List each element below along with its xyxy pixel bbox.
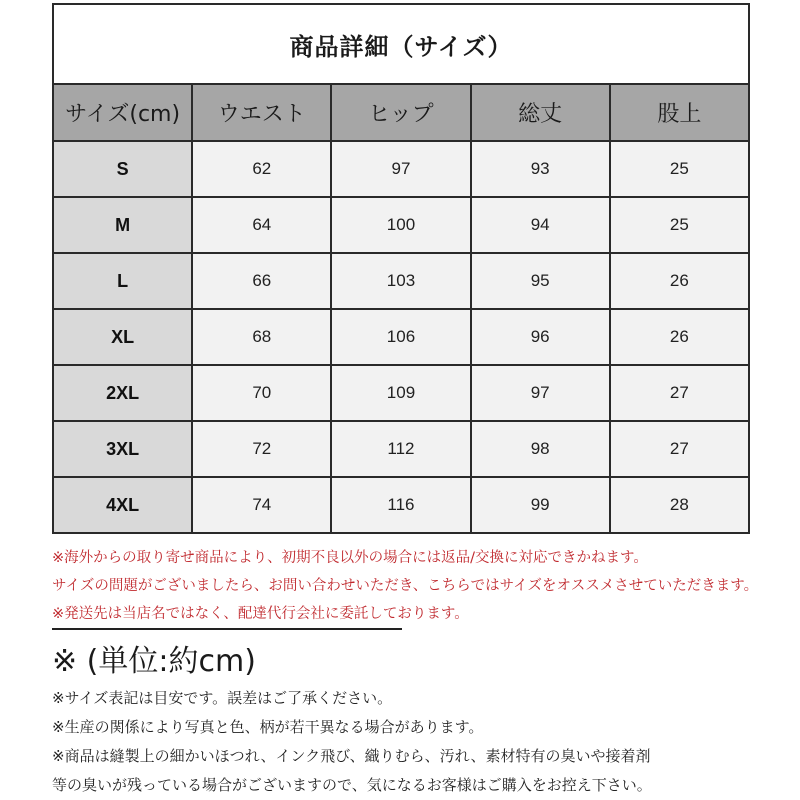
size-label: XL bbox=[53, 309, 192, 365]
size-label: S bbox=[53, 141, 192, 197]
hip-value: 103 bbox=[331, 253, 470, 309]
waist-value: 72 bbox=[192, 421, 331, 477]
waist-value: 62 bbox=[192, 141, 331, 197]
size-label: 2XL bbox=[53, 365, 192, 421]
waist-value: 74 bbox=[192, 477, 331, 533]
size-label: 4XL bbox=[53, 477, 192, 533]
return-policy-notes bbox=[52, 544, 772, 628]
length-value: 95 bbox=[471, 253, 610, 309]
header-rise: 股上 bbox=[610, 84, 749, 141]
table-row bbox=[53, 309, 749, 365]
length-value: 94 bbox=[471, 197, 610, 253]
table-row bbox=[53, 421, 749, 477]
waist-value: 66 bbox=[192, 253, 331, 309]
product-notes bbox=[52, 684, 792, 800]
length-value: 96 bbox=[471, 309, 610, 365]
table-row bbox=[53, 365, 749, 421]
size-label: 3XL bbox=[53, 421, 192, 477]
hip-value: 109 bbox=[331, 365, 470, 421]
rise-value: 28 bbox=[610, 477, 749, 533]
note-line: ※サイズ表記は目安です。誤差はご了承ください。 bbox=[52, 689, 393, 707]
hip-value: 116 bbox=[331, 477, 470, 533]
hip-value: 97 bbox=[331, 141, 470, 197]
header-size: サイズ(cm) bbox=[53, 84, 192, 141]
waist-value: 70 bbox=[192, 365, 331, 421]
unit-label: ※ (単位:約cm) bbox=[52, 644, 256, 679]
hip-value: 112 bbox=[331, 421, 470, 477]
length-value: 98 bbox=[471, 421, 610, 477]
size-label: M bbox=[53, 197, 192, 253]
red-note: サイズの問題がございましたら、お問い合わせいただき、こちらではサイズをオススメさせていただきます。 bbox=[52, 578, 759, 594]
rise-value: 27 bbox=[610, 365, 749, 421]
rise-value: 25 bbox=[610, 197, 749, 253]
header-waist: ウエスト bbox=[192, 84, 331, 141]
length-value: 97 bbox=[471, 365, 610, 421]
header-row bbox=[53, 84, 749, 141]
waist-value: 64 bbox=[192, 197, 331, 253]
hip-value: 100 bbox=[331, 197, 470, 253]
rise-value: 26 bbox=[610, 253, 749, 309]
rise-value: 26 bbox=[610, 309, 749, 365]
note-line: ※生産の関係により写真と色、柄が若干異なる場合があります。 bbox=[52, 718, 484, 736]
table-row bbox=[53, 253, 749, 309]
note-line: 等の臭いが残っている場合がございますので、気になるお客様はご購入をお控え下さい。 bbox=[52, 776, 652, 794]
table-row bbox=[53, 197, 749, 253]
header-hip: ヒップ bbox=[331, 84, 470, 141]
length-value: 99 bbox=[471, 477, 610, 533]
note-line: ※商品は縫製上の細かいほつれ、インク飛び、織りむら、汚れ、素材特有の臭いや接着剤 bbox=[52, 747, 651, 765]
rise-value: 27 bbox=[610, 421, 749, 477]
size-chart-table bbox=[52, 3, 750, 534]
table-row bbox=[53, 141, 749, 197]
rise-value: 25 bbox=[610, 141, 749, 197]
table-title: 商品詳細（サイズ） bbox=[53, 4, 749, 84]
waist-value: 68 bbox=[192, 309, 331, 365]
size-label: L bbox=[53, 253, 192, 309]
divider bbox=[52, 628, 402, 630]
red-note: ※海外からの取り寄せ商品により、初期不良以外の場合には返品/交換に対応できかねます。 bbox=[52, 550, 648, 566]
red-note: ※発送先は当店名ではなく、配達代行会社に委託しております。 bbox=[52, 606, 469, 622]
hip-value: 106 bbox=[331, 309, 470, 365]
table-row bbox=[53, 477, 749, 533]
length-value: 93 bbox=[471, 141, 610, 197]
header-length: 総丈 bbox=[471, 84, 610, 141]
